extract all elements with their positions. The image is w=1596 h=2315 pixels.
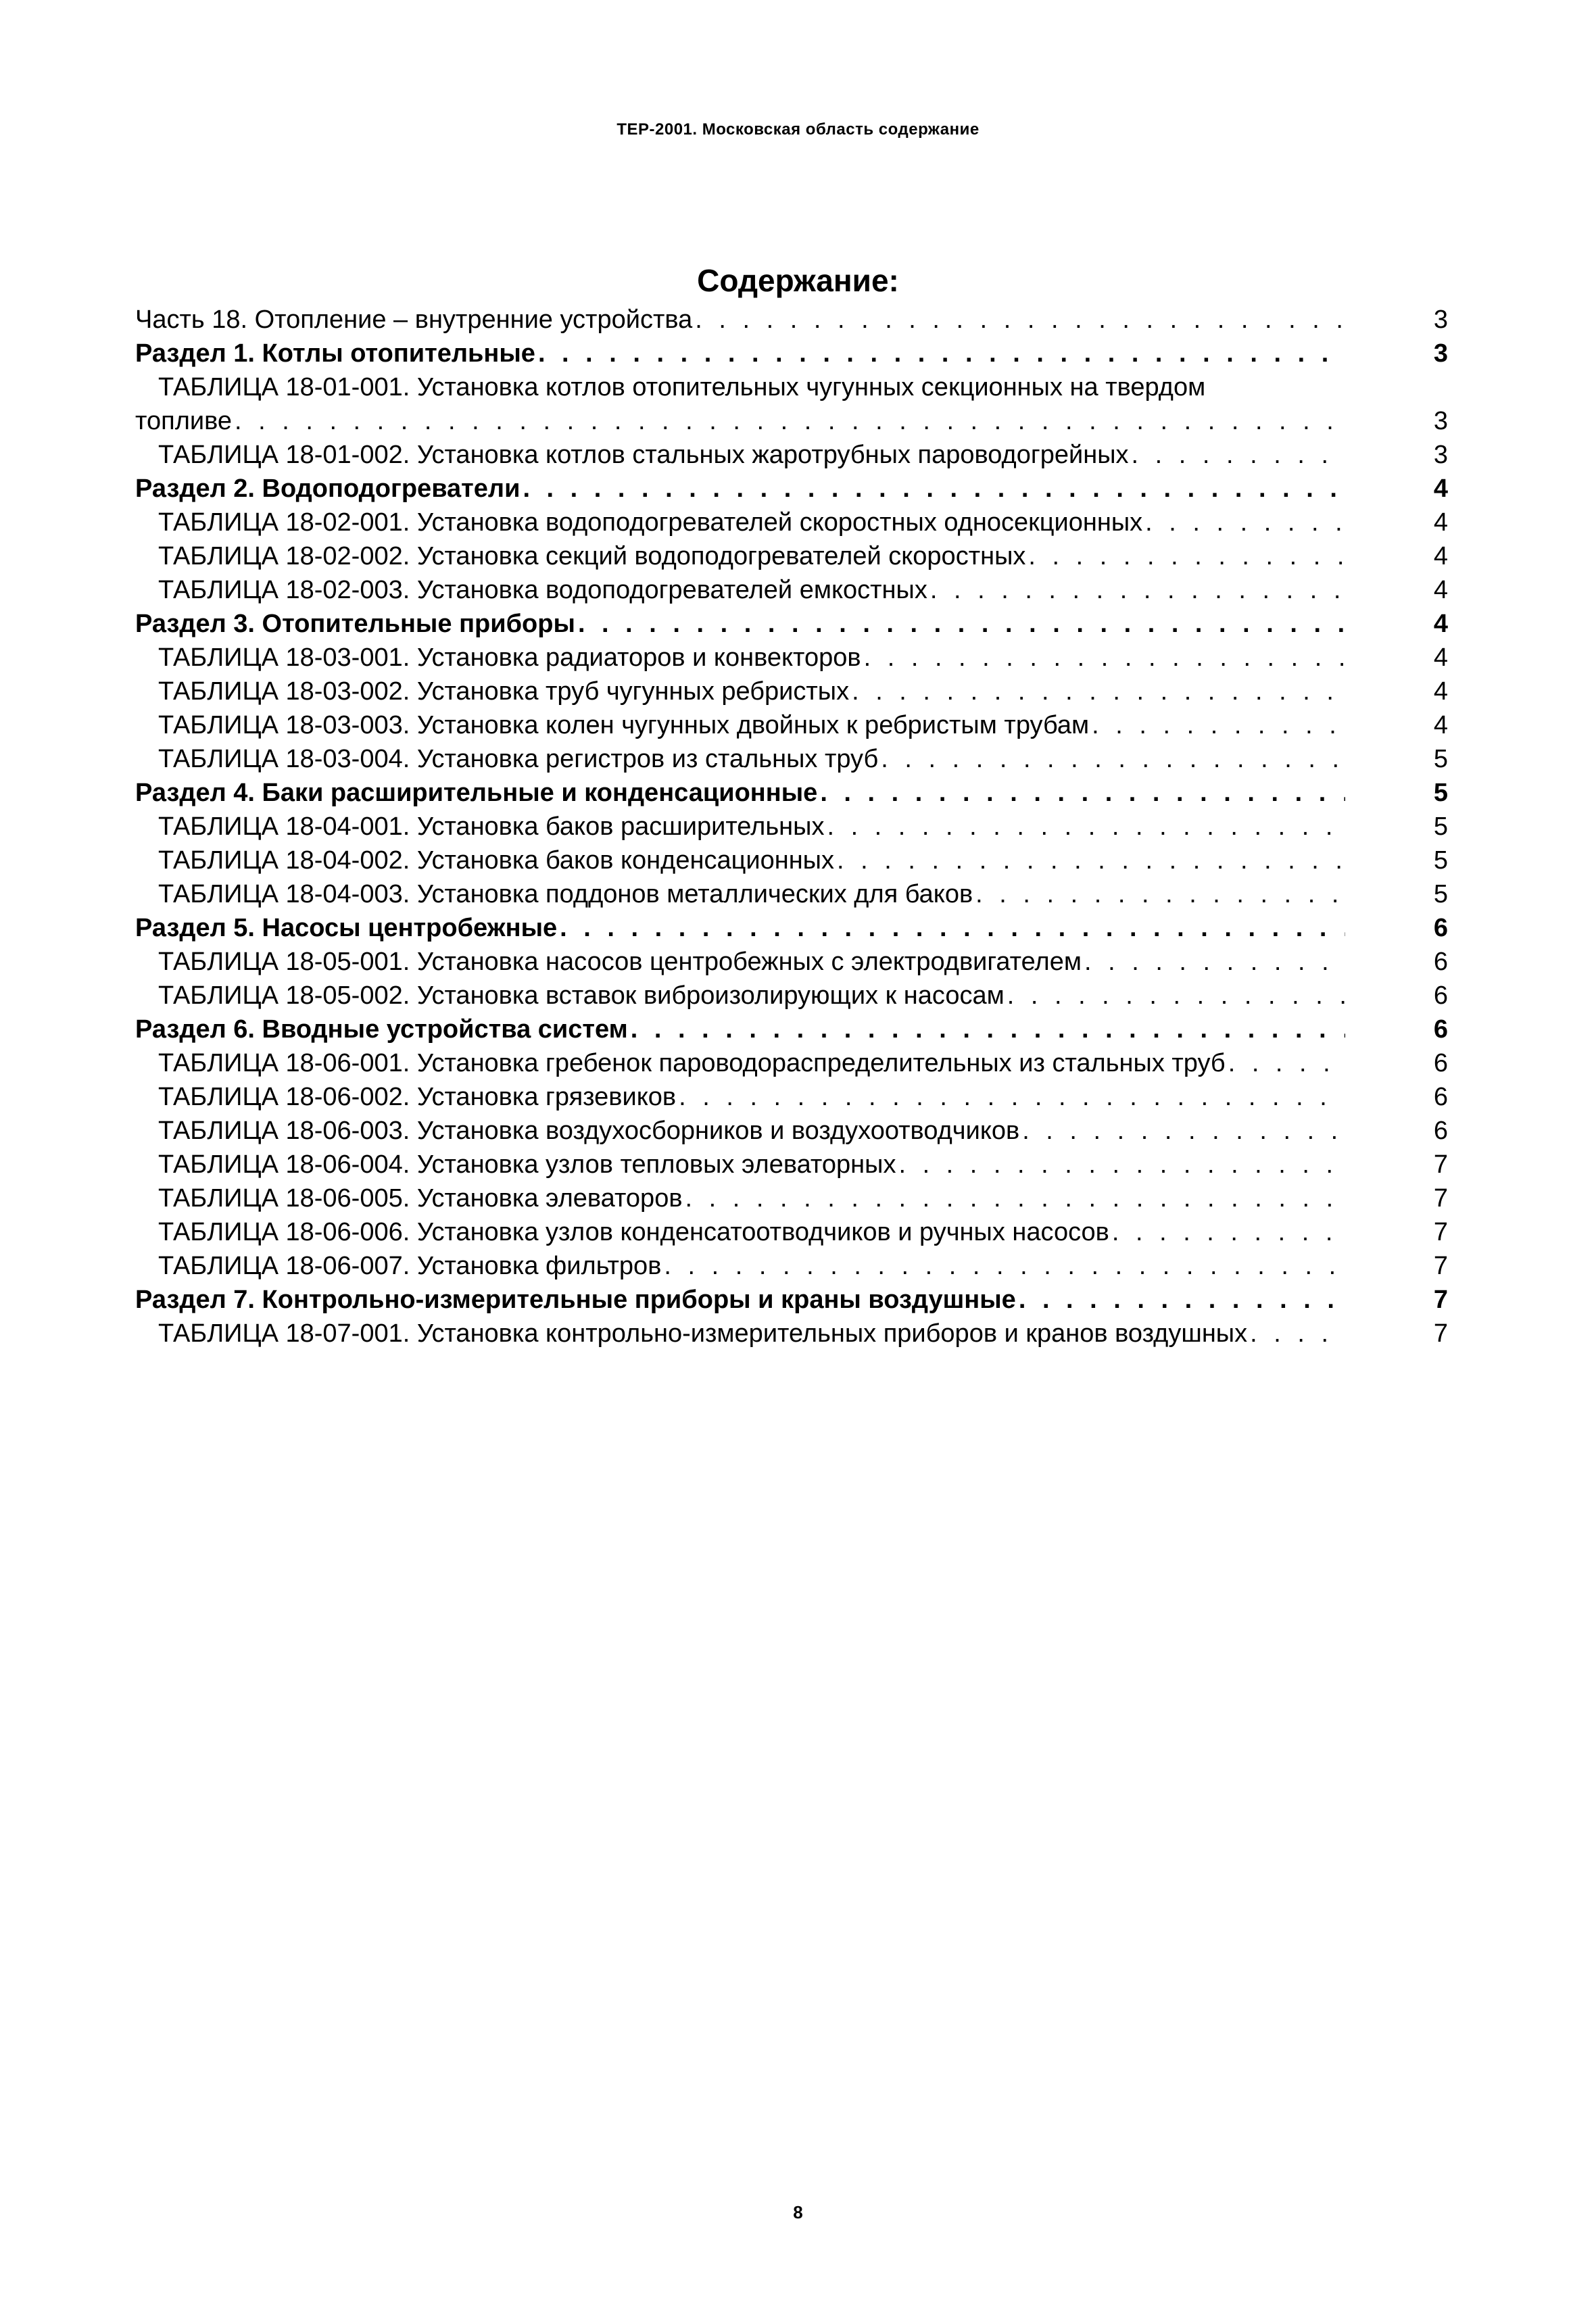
- toc-page-number: 5: [1433, 880, 1448, 908]
- toc-page-number: 4: [1433, 610, 1448, 638]
- dot-leader: [927, 573, 1345, 607]
- dot-leader: [1025, 539, 1345, 573]
- toc-entry-table-18-06-006[interactable]: [135, 1215, 1460, 1249]
- toc-entry-text: ТАБЛИЦА 18-06-001. Установка гребенок пароводораспределительных из стальных труб: [158, 1049, 1226, 1077]
- dot-leader: [1142, 506, 1345, 539]
- toc-entry-table-18-05-002[interactable]: [135, 979, 1460, 1013]
- dot-leader: [628, 1013, 1345, 1046]
- dot-leader: [232, 404, 1345, 438]
- toc-entry-text: Раздел 5. Насосы центробежные: [135, 914, 558, 942]
- toc-page-number: 6: [1433, 914, 1448, 942]
- toc-entry-table-18-03-001[interactable]: [135, 641, 1460, 675]
- toc-entry-text: ТАБЛИЦА 18-03-004. Установка регистров из стальных труб: [158, 745, 879, 773]
- toc-entry-section-5[interactable]: [135, 911, 1460, 945]
- toc-page-number: 6: [1433, 948, 1448, 976]
- toc-entry-text: ТАБЛИЦА 18-01-001. Установка котлов отопительных чугунных секционных на твердом: [158, 373, 1206, 401]
- toc-page-number: 5: [1433, 812, 1448, 841]
- toc-entry-text: ТАБЛИЦА 18-07-001. Установка контрольно-измерительных приборов и кранов воздушных: [158, 1319, 1248, 1348]
- dot-leader: [1019, 1114, 1345, 1148]
- dot-leader: [692, 303, 1345, 337]
- toc-page-number: 5: [1433, 846, 1448, 875]
- toc-page-number: 7: [1433, 1150, 1448, 1179]
- toc-title: Содержание:: [697, 263, 899, 298]
- toc-entry-text: ТАБЛИЦА 18-03-001. Установка радиаторов и конвекторов: [158, 643, 861, 672]
- toc-page-number: 4: [1433, 643, 1448, 672]
- toc-entry-part-18[interactable]: [135, 303, 1460, 337]
- toc-entry-section-3[interactable]: [135, 607, 1460, 641]
- toc-entry-section-7[interactable]: [135, 1283, 1460, 1317]
- dot-leader: [676, 1080, 1345, 1114]
- toc-entry-section-1[interactable]: [135, 337, 1460, 370]
- dot-leader: [878, 742, 1345, 776]
- toc-entry-table-18-04-001[interactable]: [135, 810, 1460, 844]
- toc-entry-text: ТАБЛИЦА 18-03-002. Установка труб чугунных ребристых: [158, 677, 850, 706]
- dot-leader: [834, 844, 1345, 877]
- dot-leader: [520, 472, 1345, 506]
- toc-entry-text: ТАБЛИЦА 18-03-003. Установка колен чугунных двойных к ребристым трубам: [158, 711, 1090, 739]
- toc-entry-text: ТАБЛИЦА 18-06-003. Установка воздухосборников и воздухоотводчиков: [158, 1117, 1020, 1145]
- dot-leader: [896, 1148, 1345, 1181]
- toc-entry-text: ТАБЛИЦА 18-02-003. Установка водоподогревателей емкостных: [158, 576, 927, 604]
- dot-leader: [661, 1249, 1345, 1283]
- toc-entry-text: ТАБЛИЦА 18-04-001. Установка баков расширительных: [158, 812, 825, 841]
- toc-entry-table-18-02-001[interactable]: [135, 506, 1460, 539]
- toc-entry-text: ТАБЛИЦА 18-06-006. Установка узлов конденсатоотводчиков и ручных насосов: [158, 1218, 1109, 1246]
- toc-page-number: 7: [1433, 1286, 1448, 1314]
- toc-entry-table-18-03-002[interactable]: [135, 675, 1460, 708]
- toc-entry-table-18-06-007[interactable]: [135, 1249, 1460, 1283]
- toc-page-number: 5: [1433, 745, 1448, 773]
- toc-entry-text: Часть 18. Отопление – внутренние устройства: [135, 306, 693, 334]
- toc-entry-table-18-04-002[interactable]: [135, 844, 1460, 877]
- toc-page-number: 5: [1433, 779, 1448, 807]
- toc-entry-text: ТАБЛИЦА 18-05-001. Установка насосов центробежных с электродвигателем: [158, 948, 1082, 976]
- toc-page-number: 3: [1433, 441, 1448, 469]
- toc-entry-table-18-02-003[interactable]: [135, 573, 1460, 607]
- toc-entry-table-18-01-002[interactable]: [135, 438, 1460, 472]
- toc-entry-text: ТАБЛИЦА 18-05-002. Установка вставок виброизолирующих к насосам: [158, 981, 1005, 1010]
- dot-leader: [1226, 1046, 1345, 1080]
- dot-leader: [1005, 979, 1345, 1013]
- toc-entry-text: ТАБЛИЦА 18-04-002. Установка баков конденсационных: [158, 846, 834, 875]
- dot-leader: [1129, 438, 1345, 472]
- dot-leader: [1089, 708, 1345, 742]
- toc-page-number: 4: [1433, 508, 1448, 537]
- toc-page-number: 6: [1433, 1049, 1448, 1077]
- toc-entry-text: Раздел 6. Вводные устройства систем: [135, 1015, 628, 1044]
- running-header: ТЕР-2001. Московская область содержание: [616, 120, 980, 139]
- toc-page-number: 4: [1433, 542, 1448, 570]
- toc-entry-section-4[interactable]: [135, 776, 1460, 810]
- toc-entry-text-continued: топливе: [135, 407, 232, 435]
- toc-entry-table-18-04-003[interactable]: [135, 877, 1460, 911]
- dot-leader: [575, 607, 1345, 641]
- toc-page-number: 4: [1433, 576, 1448, 604]
- dot-leader: [824, 810, 1345, 844]
- toc-entry-table-18-06-002[interactable]: [135, 1080, 1460, 1114]
- dot-leader: [1109, 1215, 1345, 1249]
- toc-entry-text: Раздел 4. Баки расширительные и конденсационные: [135, 779, 818, 807]
- toc-entry-text: ТАБЛИЦА 18-04-003. Установка поддонов металлических для баков: [158, 880, 973, 908]
- dot-leader: [557, 911, 1345, 945]
- toc-entry-text: Раздел 2. Водоподогреватели: [135, 474, 521, 503]
- toc-page-number: 3: [1433, 306, 1448, 334]
- toc-entry-table-18-06-005[interactable]: [135, 1181, 1460, 1215]
- dot-leader: [1016, 1283, 1345, 1317]
- toc-page-number: 3: [1433, 339, 1448, 368]
- toc-entry-text: ТАБЛИЦА 18-06-002. Установка грязевиков: [158, 1083, 677, 1111]
- table-of-contents: [135, 303, 1460, 1350]
- toc-entry-table-18-05-001[interactable]: [135, 945, 1460, 979]
- dot-leader: [817, 776, 1345, 810]
- dot-leader: [849, 675, 1345, 708]
- toc-entry-table-18-06-004[interactable]: [135, 1148, 1460, 1181]
- page-number-footer: 8: [793, 2202, 803, 2222]
- toc-page-number: 4: [1433, 677, 1448, 706]
- dot-leader: [1247, 1317, 1345, 1350]
- toc-entry-table-18-01-001[interactable]: [135, 370, 1460, 438]
- dot-leader: [535, 337, 1345, 370]
- toc-page-number: 7: [1433, 1319, 1448, 1348]
- toc-entry-text: Раздел 1. Котлы отопительные: [135, 339, 535, 368]
- toc-entry-table-18-06-001[interactable]: [135, 1046, 1460, 1080]
- dot-leader: [861, 641, 1345, 675]
- toc-entry-section-2[interactable]: [135, 472, 1460, 506]
- toc-entry-table-18-06-003[interactable]: [135, 1114, 1460, 1148]
- toc-page-number: 7: [1433, 1184, 1448, 1213]
- toc-entry-table-18-02-002[interactable]: [135, 539, 1460, 573]
- toc-page-number: 4: [1433, 711, 1448, 739]
- dot-leader: [973, 877, 1345, 911]
- toc-page-number: 7: [1433, 1218, 1448, 1246]
- toc-page-number: 6: [1433, 981, 1448, 1010]
- toc-entry-section-6[interactable]: [135, 1013, 1460, 1046]
- dot-leader: [1082, 945, 1345, 979]
- toc-entry-text: Раздел 3. Отопительные приборы: [135, 610, 575, 638]
- toc-entry-table-18-07-001[interactable]: [135, 1317, 1460, 1350]
- toc-page-number: 6: [1433, 1083, 1448, 1111]
- toc-entry-text: ТАБЛИЦА 18-01-002. Установка котлов стальных жаротрубных пароводогрейных: [158, 441, 1129, 469]
- toc-page-number: 6: [1433, 1117, 1448, 1145]
- toc-page-number: 4: [1433, 474, 1448, 503]
- toc-page-number: 7: [1433, 1252, 1448, 1280]
- dot-leader: [683, 1181, 1345, 1215]
- toc-entry-text: ТАБЛИЦА 18-06-004. Установка узлов тепловых элеваторных: [158, 1150, 896, 1179]
- toc-entry-text: ТАБЛИЦА 18-06-007. Установка фильтров: [158, 1252, 662, 1280]
- toc-page-number: 3: [1433, 407, 1448, 435]
- toc-entry-text: ТАБЛИЦА 18-02-002. Установка секций водоподогревателей скоростных: [158, 542, 1026, 570]
- toc-entry-text: Раздел 7. Контрольно-измерительные приборы и краны воздушные: [135, 1286, 1016, 1314]
- toc-page-number: 6: [1433, 1015, 1448, 1044]
- toc-entry-table-18-03-004[interactable]: [135, 742, 1460, 776]
- toc-entry-table-18-03-003[interactable]: [135, 708, 1460, 742]
- toc-entry-text: ТАБЛИЦА 18-06-005. Установка элеваторов: [158, 1184, 683, 1213]
- toc-entry-text: ТАБЛИЦА 18-02-001. Установка водоподогревателей скоростных односекционных: [158, 508, 1143, 537]
